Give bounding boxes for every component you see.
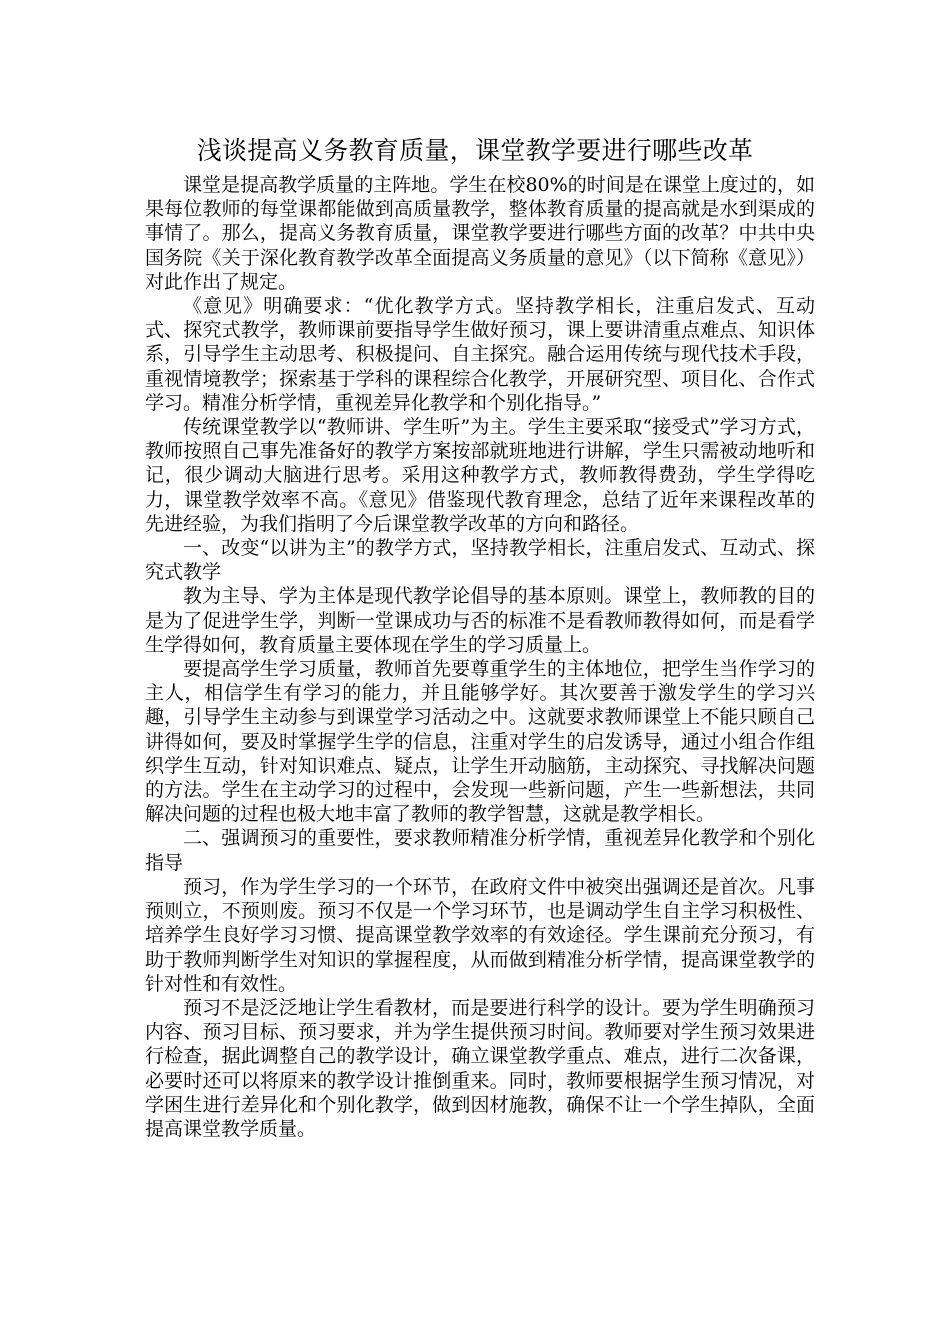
section-heading-1: 一、改变“以讲为主”的教学方式，坚持教学相长，注重启发式、互动式、探究式教学 [145,537,815,584]
document-title: 浅谈提高义务教育质量，课堂教学要进行哪些改革 [196,136,754,165]
paragraph-intro: 课堂是提高教学质量的主阵地。学生在校80%的时间是在课堂上度过的，如果每位教师的每堂课都能做到高质量教学，整体教育质量的提高就是水到渠成的事情了。那么，提高义务教育质量，课堂教学要进行哪些方面的改革？中共中央国务院《关于深化教育教学改革全面提高义务质量的意见》（以下简称《意见》）对此作出了规定。 [145,174,815,293]
document-body [145,173,815,1141]
paragraph-teaching-principle: 教为主导、学为主体是现代教学论倡导的基本原则。课堂上，教师教的目的是为了促进学生学，判断一堂课成功与否的标准不是看教师教得如何，而是看学生学得如何，教育质量主要体现在学生的学习质量上。 [145,585,815,656]
paragraph-student-quality: 要提高学生学习质量，教师首先要尊重学生的主体地位，把学生当作学习的主人，相信学生有学习的能力，并且能够学好。其次要善于激发学生的学习兴趣，引导学生主动参与到课堂学习活动之中。这就要求教师课堂上不能只顾自己讲得如何，要及时掌握学生学的信息，注重对学生的启发诱导，通过小组合作组织学生互动，针对知识难点、疑点，让学生开动脑筋，主动探究、寻找解决问题的方法。学生在主动学习的过程中，会发现一些新问题，产生一些新想法，共同解决问题的过程也极大地丰富了教师的教学智慧，这就是教学相长。 [145,658,815,826]
section-heading-2: 二、强调预习的重要性，要求教师精准分析学情，重视差异化教学和个别化指导 [145,827,815,874]
paragraph-traditional-teaching: 传统课堂教学以“教师讲、学生听”为主。学生主要采取“接受式”学习方式，教师按照自己事先准备好的教学方案按部就班地进行讲解，学生只需被动地听和记，很少调动大脑进行思考。采用这种教学方式，教师教得费劲，学生学得吃力，课堂教学效率不高。《意见》借鉴现代教育理念，总结了近年来课程改革的先进经验，为我们指明了今后课堂教学改革的方向和路径。 [145,416,815,535]
paragraph-opinion-quote: 《意见》明确要求：“优化教学方式。坚持教学相长，注重启发式、互动式、探究式教学，教师课前要指导学生做好预习，课上要讲清重点难点、知识体系，引导学生主动思考、积极提问、自主探究。融合运用传统与现代技术手段，重视情境教学；探索基于学科的课程综合化教学，开展研究型、项目化、合作式学习。精准分析学情，重视差异化教学和个别化指导。” [145,295,815,414]
paragraph-preview-importance: 预习，作为学生学习的一个环节，在政府文件中被突出强调还是首次。凡事预则立，不预则废。预习不仅是一个学习环节，也是调动学生自主学习积极性、培养学生良好学习习惯、提高课堂教学效率的有效途径。学生课前充分预习，有助于教师判断学生对知识的掌握程度，从而做到精准分析学情，提高课堂教学的针对性和有效性。 [145,875,815,995]
paragraph-preview-design: 预习不是泛泛地让学生看教材，而是要进行科学的设计。要为学生明确预习内容、预习目标、预习要求，并为学生提供预习时间。教师要对学生预习效果进行检查，据此调整自己的教学设计，确立课堂教学重点、难点，进行二次备课，必要时还可以将原来的教学设计推倒重来。同时，教师要根据学生预习情况，对学困生进行差异化和个别化教学，做到因材施教，确保不让一个学生掉队，全面提高课堂教学质量。 [145,996,815,1140]
